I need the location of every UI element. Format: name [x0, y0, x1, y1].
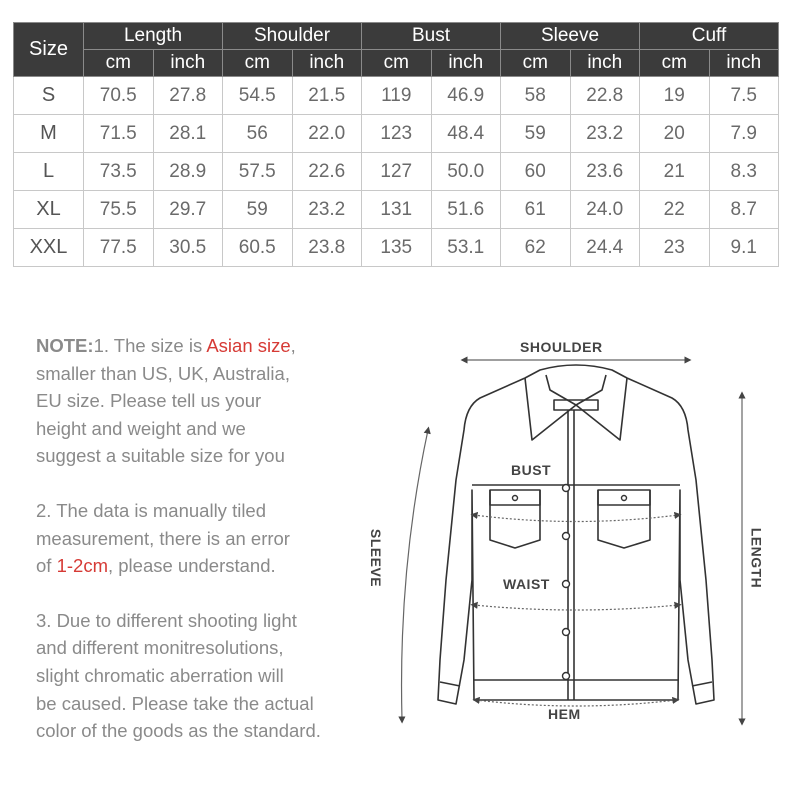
note-line: and different monitresolutions, [36, 637, 284, 659]
table-cell: 51.6 [431, 191, 501, 229]
note-1 [36, 332, 366, 470]
table-cell: 123 [362, 115, 432, 153]
group-header-cuff: Cuff [640, 23, 779, 50]
table-row [14, 153, 779, 191]
header-row-groups [14, 23, 779, 50]
table-cell: 21.5 [292, 77, 362, 115]
table-cell: 19 [640, 77, 710, 115]
group-header-sleeve: Sleeve [501, 23, 640, 50]
button-icon [563, 485, 570, 492]
unit-header: cm [501, 50, 571, 77]
table-cell: 7.9 [709, 115, 779, 153]
table-cell: 59 [223, 191, 293, 229]
size-cell: M [14, 115, 84, 153]
table-cell: 62 [501, 229, 571, 267]
table-cell: 7.5 [709, 77, 779, 115]
table-cell: 59 [501, 115, 571, 153]
table-row [14, 77, 779, 115]
table-cell: 53.1 [431, 229, 501, 267]
label-sleeve: SLEEVE [368, 528, 385, 588]
table-cell: 28.9 [153, 153, 223, 191]
table-cell: 71.5 [84, 115, 154, 153]
note-prefix: NOTE: [36, 335, 94, 356]
note-1-highlight: Asian size [206, 335, 291, 356]
table-cell: 24.4 [570, 229, 640, 267]
note-line: color of the goods as the standard. [36, 720, 321, 742]
table-cell: 77.5 [84, 229, 154, 267]
size-header: Size [14, 23, 84, 77]
table-cell: 8.7 [709, 191, 779, 229]
note-3 [36, 607, 366, 745]
table-cell: 28.1 [153, 115, 223, 153]
table-cell: 127 [362, 153, 432, 191]
group-header-bust: Bust [362, 23, 501, 50]
header-row-units [14, 50, 779, 77]
table-cell: 24.0 [570, 191, 640, 229]
button-icon [513, 496, 518, 501]
table-cell: 8.3 [709, 153, 779, 191]
unit-header: inch [431, 50, 501, 77]
unit-header: cm [362, 50, 432, 77]
note-line: height and weight and we [36, 417, 246, 439]
size-cell: L [14, 153, 84, 191]
button-icon [622, 496, 627, 501]
size-cell: S [14, 77, 84, 115]
label-hem: HEM [548, 706, 581, 722]
table-cell: 54.5 [223, 77, 293, 115]
unit-header: cm [223, 50, 293, 77]
table-cell: 131 [362, 191, 432, 229]
note-line: 3. Due to different shooting light [36, 609, 297, 631]
label-bust: BUST [511, 462, 552, 478]
table-cell: 57.5 [223, 153, 293, 191]
table-cell: 23.6 [570, 153, 640, 191]
table-row [14, 115, 779, 153]
unit-header: inch [292, 50, 362, 77]
table-cell: 22.0 [292, 115, 362, 153]
table-cell: 23.2 [570, 115, 640, 153]
table-cell: 119 [362, 77, 432, 115]
note-1-after: , [290, 335, 296, 356]
table-cell: 22.6 [292, 153, 362, 191]
button-icon [563, 629, 570, 636]
size-chart-table [13, 22, 779, 267]
note-line: EU size. Please tell us your [36, 390, 262, 412]
note-line: 2. The data is manually tiled [36, 499, 267, 521]
unit-header: inch [570, 50, 640, 77]
table-cell: 70.5 [84, 77, 154, 115]
group-header-shoulder: Shoulder [223, 23, 362, 50]
button-icon [563, 581, 570, 588]
table-cell: 56 [223, 115, 293, 153]
table-cell: 60 [501, 153, 571, 191]
table-cell: 27.8 [153, 77, 223, 115]
collar-right [576, 375, 627, 440]
table-row [14, 229, 779, 267]
note-2-last-suffix: , please understand. [107, 555, 276, 577]
table-cell: 9.1 [709, 229, 779, 267]
note-2 [36, 497, 366, 580]
table-cell: 21 [640, 153, 710, 191]
table-cell: 58 [501, 77, 571, 115]
label-length: LENGTH [748, 527, 765, 589]
table-cell: 23 [640, 229, 710, 267]
note-line: be caused. Please take the actual [36, 692, 314, 714]
table-cell: 20 [640, 115, 710, 153]
unit-header: inch [153, 50, 223, 77]
size-cell: XL [14, 191, 84, 229]
size-cell: XXL [14, 229, 84, 267]
table-cell: 23.8 [292, 229, 362, 267]
table-cell: 73.5 [84, 153, 154, 191]
unit-header: cm [640, 50, 710, 77]
group-header-length: Length [84, 23, 223, 50]
note-line: suggest a suitable size for you [36, 445, 285, 467]
table-cell: 22.8 [570, 77, 640, 115]
table-cell: 135 [362, 229, 432, 267]
table-cell: 75.5 [84, 191, 154, 229]
notes-panel [36, 332, 366, 772]
collar [525, 365, 627, 378]
unit-header: cm [84, 50, 154, 77]
table-cell: 23.2 [292, 191, 362, 229]
table-cell: 46.9 [431, 77, 501, 115]
note-1-lead: 1. The size is [93, 335, 207, 356]
jacket-measurement-diagram [360, 330, 780, 750]
button-icon [563, 673, 570, 680]
table-cell: 22 [640, 191, 710, 229]
table-cell: 30.5 [153, 229, 223, 267]
table-cell: 48.4 [431, 115, 501, 153]
note-line: slight chromatic aberration will [36, 664, 284, 686]
jacket-illustration [360, 330, 780, 750]
label-waist: WAIST [503, 576, 550, 592]
table-row [14, 191, 779, 229]
button-icon [563, 533, 570, 540]
table-cell: 60.5 [223, 229, 293, 267]
table-cell: 29.7 [153, 191, 223, 229]
note-line: smaller than US, UK, Australia, [36, 362, 290, 384]
table-cell: 50.0 [431, 153, 501, 191]
note-2-last-prefix: of [36, 555, 57, 577]
jacket-outline [438, 378, 714, 704]
table-cell: 61 [501, 191, 571, 229]
unit-header: inch [709, 50, 779, 77]
note-2-highlight: 1-2cm [56, 555, 108, 577]
label-shoulder: SHOULDER [520, 339, 603, 355]
note-line: measurement, there is an error [36, 527, 290, 549]
